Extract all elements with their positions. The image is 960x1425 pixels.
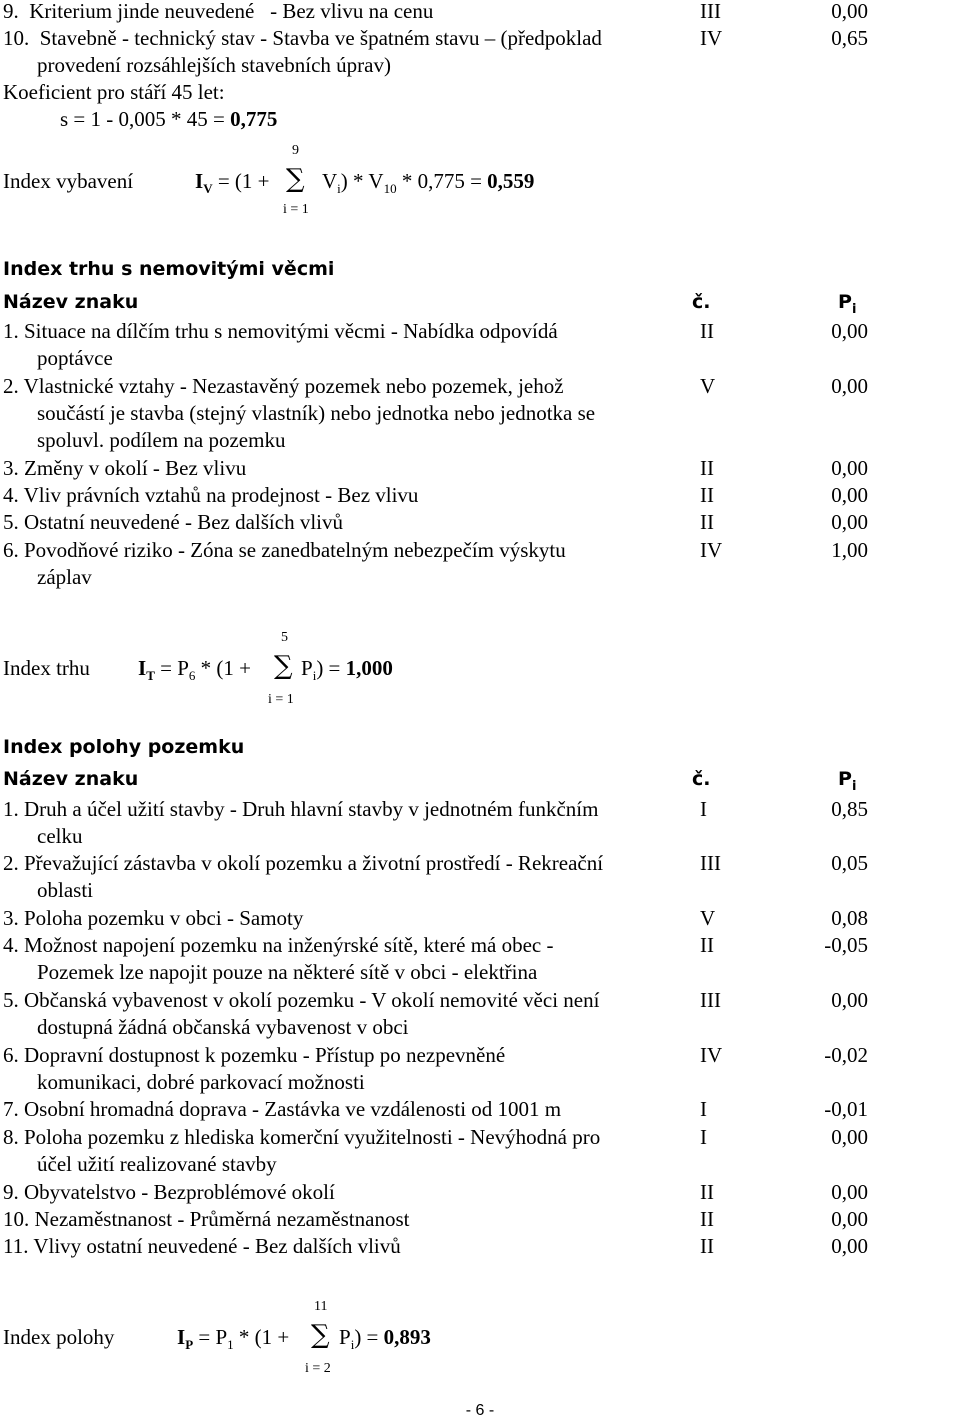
row-10-text2: provedení rozsáhlejších stavebních úprav) [37,53,391,77]
poloha-row-2-l1: 2. Převažující zástavba v okolí pozemku a životní prostředí - Rekreační [3,851,604,875]
trh-row-2-val: 0,00 [831,374,868,398]
trh-col-p-text: P [838,291,852,313]
poloha-row-6-l2: komunikaci, dobré parkovací možnosti [37,1070,365,1094]
poloha-row-3-val: 0,08 [831,906,868,930]
trh-row-5-l1: 5. Ostatní neuvedené - Bez dalších vlivů [3,510,343,534]
trh-result: 1,000 [345,656,393,680]
poloha-row-4-l1: 4. Možnost napojení pozemku na inženýrské sítě, které má obec - [3,933,554,957]
poloha-row-1-l2: celku [37,824,83,848]
poloha-i: I [177,1325,186,1349]
poloha-row-11-val: 0,00 [831,1234,868,1258]
trh-row-4-no: II [700,483,714,507]
poloha-row-10-no: II [700,1207,714,1231]
trh-col-p-sub: i [851,302,857,317]
poloha-col-p [838,766,856,795]
trh-row-6-l1: 6. Povodňové riziko - Zóna se zanedbatelným nebezpečím výskytu [3,538,566,562]
trh-row-2-l1: 2. Vlastnické vztahy - Nezastavěný pozemek nebo pozemek, jehož [3,374,564,398]
vybaveni-sigma-icon: ∑ [286,164,305,194]
poloha-p-sub: 1 [227,1337,234,1352]
poloha-row-7-val: -0,01 [824,1097,868,1121]
poloha-row-2-no: III [700,851,721,875]
poloha-row-1-no: I [700,797,707,821]
poloha-sum-upper: 11 [314,1299,328,1314]
age-formula [60,106,277,133]
trh-eq-end: ) = [316,656,346,680]
poloha-row-8-no: I [700,1125,707,1149]
poloha-formula-right [339,1324,431,1353]
trh-row-1-val: 0,00 [831,319,868,343]
poloha-row-1-val: 0,85 [831,797,868,821]
trh-row-4-l1: 4. Vliv právních vztahů na prodejnost - Bez vlivu [3,483,419,507]
poloha-row-9-val: 0,00 [831,1180,868,1204]
row-9-no: III [700,0,721,23]
poloha-row-8-l1: 8. Poloha pozemku z hlediska komerční využitelnosti - Nevýhodná pro [3,1125,601,1149]
poloha-row-11-no: II [700,1234,714,1258]
row-9-val: 0,00 [831,0,868,23]
poloha-formula-label: Index polohy [3,1325,115,1349]
poloha-row-10-val: 0,00 [831,1207,868,1231]
poloha-row-9-no: II [700,1180,714,1204]
trh-row-6-val: 1,00 [831,538,868,562]
index-vybaveni-label: Index vybavení [3,169,134,193]
trh-eq-mid: * (1 + [195,656,251,680]
poloha-row-5-l1: 5. Občanská vybavenost v okolí pozemku - V okolí nemovité věci není [3,988,600,1012]
poloha-i-sub: P [185,1337,194,1352]
poloha-row-2-val: 0,05 [831,851,868,875]
poloha-row-5-val: 0,00 [831,988,868,1012]
poloha-row-4-val: -0,05 [824,933,868,957]
trh-formula-label: Index trhu [3,656,90,680]
poloha-row-4-no: II [700,933,714,957]
trh-sum-lower: i = 1 [268,692,294,707]
poloha-row-7-l1: 7. Osobní hromadná doprava - Zastávka ve vzdálenosti od 1001 m [3,1097,562,1121]
vybaveni-v-sub: i [337,181,341,196]
vybaveni-formula-left [195,168,270,197]
trh-i: I [138,656,147,680]
poloha-row-7-no: I [700,1097,707,1121]
trh-sigma-icon: ∑ [274,651,293,681]
trh-col-name: Název znaku [3,291,139,313]
vybaveni-sum-lower: i = 1 [283,202,309,217]
poloha-row-4-l2: Pozemek lze napojit pouze na některé sítě v obci - elektřina [37,960,538,984]
poloha-col-no: č. [692,768,711,790]
trh-section-title: Index trhu s nemovitými věcmi [3,258,335,280]
poloha-row-6-val: -0,02 [824,1043,868,1067]
poloha-col-p-text: P [838,768,852,790]
poloha-pi-sub: i [350,1337,355,1352]
trh-row-5-no: II [700,510,714,534]
trh-p: P [301,656,313,680]
vybaveni-i-sub: V [203,181,213,196]
trh-row-3-l1: 3. Změny v okolí - Bez vlivu [3,456,247,480]
row-10-no: IV [700,26,723,50]
vybaveni-result: 0,559 [487,169,535,193]
poloha-formula-left [177,1324,289,1353]
trh-row-2-l3: spoluvl. podílem na pozemku [37,428,286,452]
poloha-row-6-no: IV [700,1043,723,1067]
poloha-result: 0,893 [383,1325,431,1349]
vybaveni-v: V [322,169,338,193]
trh-formula-left [138,655,251,684]
poloha-col-name: Název znaku [3,768,139,790]
row-10-val: 0,65 [831,26,868,50]
trh-col-p [838,289,856,318]
poloha-row-10-l1: 10. Nezaměstnanost - Průměrná nezaměstnanost [3,1207,410,1231]
trh-eq-start: = P [154,656,189,680]
vybaveni-eq-end: * 0,775 = [396,169,488,193]
trh-row-5-val: 0,00 [831,510,868,534]
poloha-eq-end: ) = [354,1325,384,1349]
poloha-row-2-l2: oblasti [37,878,93,902]
trh-p-sub: 6 [188,668,196,683]
trh-row-1-l2: poptávce [37,346,113,370]
age-formula-text: s = 1 - 0,005 * 45 = [60,107,231,131]
vybaveni-i: I [195,169,204,193]
trh-pi-sub: i [312,668,317,683]
poloha-sigma-icon: ∑ [311,1320,330,1350]
poloha-row-8-val: 0,00 [831,1125,868,1149]
vybaveni-v10-sub: 10 [383,181,397,196]
poloha-row-5-l2: dostupná žádná občanská vybavenost v obci [37,1015,409,1039]
poloha-p: P [339,1325,351,1349]
poloha-row-11-l1: 11. Vlivy ostatní neuvedené - Bez dalších vlivů [3,1234,401,1258]
poloha-row-3-l1: 3. Poloha pozemku v obci - Samoty [3,906,304,930]
trh-row-1-no: II [700,319,714,343]
vybaveni-eq-start: = (1 + [212,169,270,193]
trh-col-no: č. [692,291,711,313]
vybaveni-eq-mid: ) * V [340,169,384,193]
row-9-text: 9. Kriterium jinde neuvedené - Bez vlivu na cenu [3,0,434,23]
age-result: 0,775 [230,107,278,131]
poloha-row-9-l1: 9. Obyvatelstvo - Bezproblémové okolí [3,1180,335,1204]
poloha-sum-lower: i = 2 [305,1361,331,1376]
poloha-row-3-no: V [700,906,716,930]
trh-row-2-l2: součástí je stavba (stejný vlastník) nebo jednotka nebo jednotka se [37,401,596,425]
trh-sum-upper: 5 [281,630,288,645]
vybaveni-formula-right [322,168,534,197]
row-10-text: 10. Stavebně - technický stav - Stavba ve špatném stavu – (předpoklad [3,26,602,50]
poloha-col-p-sub: i [851,779,857,794]
trh-row-2-no: V [700,374,716,398]
trh-i-sub: T [146,668,155,683]
trh-row-3-val: 0,00 [831,456,868,480]
poloha-row-8-l2: účel užití realizované stavby [37,1152,277,1176]
poloha-section-title: Index polohy pozemku [3,736,245,758]
trh-formula-right [301,655,393,684]
page-number: - 6 - [465,1402,495,1419]
poloha-eq-start: = P [193,1325,228,1349]
trh-row-6-no: IV [700,538,723,562]
poloha-row-5-no: III [700,988,721,1012]
poloha-row-6-l1: 6. Dopravní dostupnost k pozemku - Přístup po nezpevněné [3,1043,506,1067]
poloha-row-1-l1: 1. Druh a účel užití stavby - Druh hlavní stavby v jednotném funkčním [3,797,599,821]
age-coefficient-label: Koeficient pro stáří 45 let: [3,80,225,104]
trh-row-3-no: II [700,456,714,480]
vybaveni-sum-upper: 9 [292,143,299,158]
trh-row-6-l2: záplav [37,565,92,589]
trh-row-4-val: 0,00 [831,483,868,507]
poloha-eq-mid: * (1 + [233,1325,290,1349]
trh-row-1-l1: 1. Situace na dílčím trhu s nemovitými věcmi - Nabídka odpovídá [3,319,558,343]
